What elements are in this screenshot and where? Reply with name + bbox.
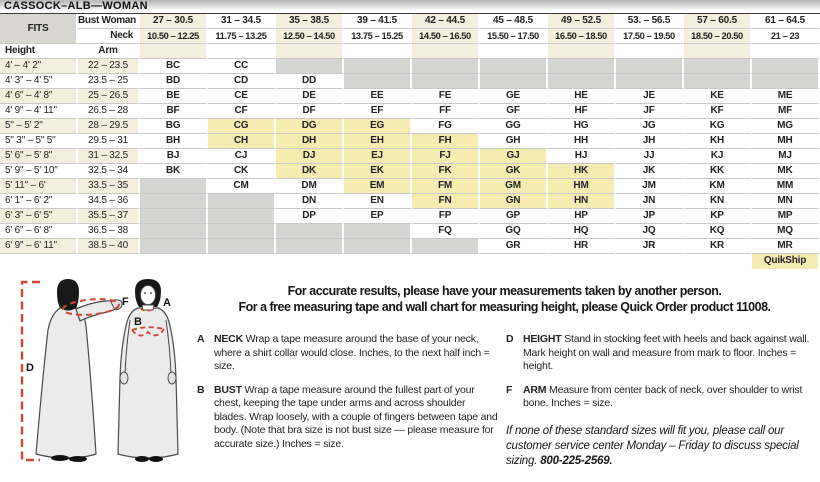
size-cell-BC: BC (140, 59, 208, 74)
definitions-right-column (506, 333, 818, 469)
special-sizing-text: If none of these standard sizes will fit you, please call our customer service center Monday – Friday to discuss special sizing. (506, 424, 799, 467)
fits-label: FITS (0, 14, 78, 44)
header-spacer-cell (344, 44, 412, 59)
size-cell-EK: EK (344, 164, 412, 179)
size-cell-FF: FF (412, 104, 480, 119)
quikship-badge: QuikShip (752, 254, 820, 269)
neck-range-header: 18.50 – 20.50 (684, 29, 752, 44)
definition-height (506, 333, 818, 374)
arm-range: 31 – 32.5 (78, 149, 140, 164)
empty-size-cell (276, 224, 344, 239)
size-cell-MP: MP (752, 209, 820, 224)
header-spacer-cell (616, 44, 684, 59)
quikship-row-spacer (0, 254, 78, 269)
empty-size-cell (344, 74, 412, 89)
size-cell-KR: KR (684, 239, 752, 254)
empty-size-cell (480, 59, 548, 74)
figure-front-view (118, 308, 178, 458)
size-cell-GP: GP (480, 209, 548, 224)
header-spacer-cell (412, 44, 480, 59)
quikship-row-spacer (344, 254, 412, 269)
empty-size-cell (344, 239, 412, 254)
empty-size-cell (276, 59, 344, 74)
height-measure-label: D (26, 362, 34, 374)
empty-size-cell (616, 74, 684, 89)
size-cell-CE: CE (208, 89, 276, 104)
empty-size-cell (684, 74, 752, 89)
intro-line-1: For accurate results, please have your measurements taken by another person. (287, 284, 722, 298)
size-cell-CG: CG (208, 119, 276, 134)
figure-back-view (36, 301, 116, 458)
size-cell-EM: EM (344, 179, 412, 194)
height-range: 5" 3" – 5" 5" (0, 134, 78, 149)
definition-text: Measure from center back of neck, over shoulder to wrist bone. Inches = size. (523, 383, 803, 409)
definition-body (214, 333, 499, 374)
size-cell-BH: BH (140, 134, 208, 149)
arm-range: 28 – 29.5 (78, 119, 140, 134)
foot (135, 456, 149, 462)
empty-size-cell (208, 224, 276, 239)
size-cell-MM: MM (752, 179, 820, 194)
height-range: 5' 9" – 5' 10" (0, 164, 78, 179)
definition-text: Wrap a tape measure around the fullest part of your chest, keeping the tape under arms and across shoulder blades. Wrap loosely, with a couple of fingers between tape and body. (Note that bra size is not bust size — please measure for accurate size.) Inches = size. (214, 383, 498, 450)
size-cell-DH: DH (276, 134, 344, 149)
definition-body (523, 384, 818, 411)
height-column-label: Height (0, 44, 78, 59)
size-cell-JM: JM (616, 179, 684, 194)
bust-woman-label: Bust Woman (78, 14, 140, 29)
definition-text: Stand in stocking feet with heels and back against wall. Mark height on wall and measure from mark to floor. Inches = height. (523, 333, 810, 372)
size-cell-GF: GF (480, 104, 548, 119)
definition-body (214, 384, 499, 452)
measurement-illustration (2, 278, 202, 482)
arm-range: 35.5 – 37 (78, 209, 140, 224)
size-cell-MN: MN (752, 194, 820, 209)
quikship-row-spacer (616, 254, 684, 269)
empty-size-cell (412, 239, 480, 254)
height-range: 4' 6" – 4' 8" (0, 89, 78, 104)
empty-size-cell (140, 209, 208, 224)
size-cell-JJ: JJ (616, 149, 684, 164)
measuring-instructions-intro (192, 283, 817, 315)
height-range: 5' 6" – 5' 8" (0, 149, 78, 164)
empty-size-cell (276, 239, 344, 254)
empty-size-cell (208, 194, 276, 209)
size-grid (0, 14, 820, 269)
neck-range-header: 21 – 23 (752, 29, 820, 44)
quikship-row-spacer (480, 254, 548, 269)
definition-letter: A (197, 333, 205, 345)
size-cell-GH: GH (480, 134, 548, 149)
header-spacer-cell (208, 44, 276, 59)
size-cell-BF: BF (140, 104, 208, 119)
chart-title: CASSOCK–ALB—WOMAN (0, 0, 820, 14)
hand (120, 372, 128, 384)
quikship-row-spacer (684, 254, 752, 269)
size-cell-HJ: HJ (548, 149, 616, 164)
quikship-row-spacer (208, 254, 276, 269)
size-cell-MH: MH (752, 134, 820, 149)
empty-size-cell (140, 224, 208, 239)
size-cell-MR: MR (752, 239, 820, 254)
size-cell-EJ: EJ (344, 149, 412, 164)
size-cell-KF: KF (684, 104, 752, 119)
size-cell-BJ: BJ (140, 149, 208, 164)
definition-term: ARM (523, 383, 547, 396)
quikship-row-spacer (78, 254, 140, 269)
empty-size-cell (684, 59, 752, 74)
size-cell-BD: BD (140, 74, 208, 89)
size-cell-FJ: FJ (412, 149, 480, 164)
size-cell-HG: HG (548, 119, 616, 134)
height-range: 4' 9" – 4' 11" (0, 104, 78, 119)
size-cell-DF: DF (276, 104, 344, 119)
size-cell-DP: DP (276, 209, 344, 224)
size-cell-JF: JF (616, 104, 684, 119)
size-cell-JK: JK (616, 164, 684, 179)
size-cell-KE: KE (684, 89, 752, 104)
special-sizing-note (506, 424, 818, 469)
empty-size-cell (208, 239, 276, 254)
definition-bust (197, 384, 499, 452)
empty-size-cell (140, 239, 208, 254)
neck-label: Neck (78, 29, 140, 44)
header-spacer-cell (140, 44, 208, 59)
size-cell-GK: GK (480, 164, 548, 179)
size-cell-FG: FG (412, 119, 480, 134)
bust-range-header: 35 – 38.5 (276, 14, 344, 29)
definitions-left-column (197, 333, 499, 461)
intro-line-2: For a free measuring tape and wall chart for measuring height, please Quick Order product 11008. (238, 300, 771, 314)
size-cell-GQ: GQ (480, 224, 548, 239)
arm-measure-label: F (122, 296, 129, 308)
foot (149, 456, 163, 462)
size-cell-CJ: CJ (208, 149, 276, 164)
empty-size-cell (412, 74, 480, 89)
foot (51, 455, 69, 461)
neck-range-header: 13.75 – 15.25 (344, 29, 412, 44)
bust-range-header: 45 – 48.5 (480, 14, 548, 29)
size-cell-HQ: HQ (548, 224, 616, 239)
size-cell-CH: CH (208, 134, 276, 149)
size-cell-KG: KG (684, 119, 752, 134)
arm-range: 29.5 – 31 (78, 134, 140, 149)
size-cell-DK: DK (276, 164, 344, 179)
eye (150, 292, 152, 294)
empty-size-cell (752, 74, 820, 89)
size-cell-HE: HE (548, 89, 616, 104)
neck-range-header: 16.50 – 18.50 (548, 29, 616, 44)
size-cell-EH: EH (344, 134, 412, 149)
size-cell-BE: BE (140, 89, 208, 104)
definition-neck (197, 333, 499, 374)
collar (142, 305, 154, 310)
arm-range: 36.5 – 38 (78, 224, 140, 239)
bust-range-header: 42 – 44.5 (412, 14, 480, 29)
height-range: 6' 3" – 6' 5" (0, 209, 78, 224)
bust-range-header: 27 – 30.5 (140, 14, 208, 29)
empty-size-cell (140, 179, 208, 194)
size-cell-KQ: KQ (684, 224, 752, 239)
size-cell-GR: GR (480, 239, 548, 254)
size-cell-EF: EF (344, 104, 412, 119)
definition-body (523, 333, 818, 374)
size-cell-KJ: KJ (684, 149, 752, 164)
size-cell-JN: JN (616, 194, 684, 209)
bust-range-header: 49 – 52.5 (548, 14, 616, 29)
size-cell-EP: EP (344, 209, 412, 224)
arm-range: 23.5 – 25 (78, 74, 140, 89)
definition-letter: B (197, 383, 205, 396)
customer-service-phone: 800-225-2569. (540, 454, 613, 467)
size-cell-GM: GM (480, 179, 548, 194)
size-cell-BK: BK (140, 164, 208, 179)
size-cell-DN: DN (276, 194, 344, 209)
size-cell-BG: BG (140, 119, 208, 134)
size-cell-HM: HM (548, 179, 616, 194)
header-spacer-cell (684, 44, 752, 59)
height-range: 4' 3" – 4' 5" (0, 74, 78, 89)
size-cell-CF: CF (208, 104, 276, 119)
empty-size-cell (548, 74, 616, 89)
neck-range-header: 10.50 – 12.25 (140, 29, 208, 44)
size-cell-EN: EN (344, 194, 412, 209)
size-cell-MF: MF (752, 104, 820, 119)
definition-text: Wrap a tape measure around the base of your neck, where a shirt collar would close. Inches, to the next half inch = size. (214, 333, 490, 372)
size-cell-DE: DE (276, 89, 344, 104)
size-cell-FN: FN (412, 194, 480, 209)
height-range: 6' 6" – 6' 8" (0, 224, 78, 239)
neck-range-header: 17.50 – 19.50 (616, 29, 684, 44)
size-cell-HN: HN (548, 194, 616, 209)
header-spacer-cell (548, 44, 616, 59)
definition-term: BUST (214, 383, 242, 396)
quikship-row-spacer (276, 254, 344, 269)
height-range: 5' 11" – 6' (0, 179, 78, 194)
size-cell-JG: JG (616, 119, 684, 134)
hand (168, 372, 176, 384)
quikship-row-spacer (548, 254, 616, 269)
size-cell-FP: FP (412, 209, 480, 224)
arm-column-label: Arm (78, 44, 140, 59)
header-spacer-cell (480, 44, 548, 59)
bust-measure-label: B (134, 316, 142, 328)
size-cell-CC: CC (208, 59, 276, 74)
bust-range-header: 57 – 60.5 (684, 14, 752, 29)
empty-size-cell (208, 209, 276, 224)
size-cell-FE: FE (412, 89, 480, 104)
size-cell-FK: FK (412, 164, 480, 179)
arm-range: 25 – 26.5 (78, 89, 140, 104)
size-cell-MK: MK (752, 164, 820, 179)
size-cell-HP: HP (548, 209, 616, 224)
neck-measure-label: A (163, 297, 171, 309)
size-cell-DJ: DJ (276, 149, 344, 164)
arm-range: 34.5 – 36 (78, 194, 140, 209)
empty-size-cell (480, 74, 548, 89)
foot (69, 456, 87, 462)
size-cell-GE: GE (480, 89, 548, 104)
size-cell-EE: EE (344, 89, 412, 104)
arm-range: 22 – 23.5 (78, 59, 140, 74)
neck-range-header: 12.50 – 14.50 (276, 29, 344, 44)
size-cell-JR: JR (616, 239, 684, 254)
size-cell-MG: MG (752, 119, 820, 134)
arm-range: 38.5 – 40 (78, 239, 140, 254)
size-cell-JH: JH (616, 134, 684, 149)
definition-term: NECK (214, 333, 243, 345)
size-cell-ME: ME (752, 89, 820, 104)
neck-range-header: 15.50 – 17.50 (480, 29, 548, 44)
neck-range-header: 11.75 – 13.25 (208, 29, 276, 44)
definition-term: HEIGHT (523, 333, 562, 345)
empty-size-cell (548, 59, 616, 74)
arm-range: 33.5 – 35 (78, 179, 140, 194)
size-cell-FM: FM (412, 179, 480, 194)
size-cell-CM: CM (208, 179, 276, 194)
size-cell-KP: KP (684, 209, 752, 224)
size-cell-FQ: FQ (412, 224, 480, 239)
empty-size-cell (616, 59, 684, 74)
neck-range-header: 14.50 – 16.50 (412, 29, 480, 44)
size-cell-EG: EG (344, 119, 412, 134)
bust-range-header: 31 – 34.5 (208, 14, 276, 29)
size-cell-CD: CD (208, 74, 276, 89)
size-cell-KN: KN (684, 194, 752, 209)
size-cell-JQ: JQ (616, 224, 684, 239)
size-cell-JP: JP (616, 209, 684, 224)
empty-size-cell (412, 59, 480, 74)
size-cell-KH: KH (684, 134, 752, 149)
face (141, 286, 156, 305)
empty-size-cell (752, 59, 820, 74)
height-range: 5" – 5' 2" (0, 119, 78, 134)
height-range: 6' 9" – 6' 11" (0, 239, 78, 254)
definition-letter: D (506, 333, 514, 345)
size-cell-HF: HF (548, 104, 616, 119)
size-cell-MQ: MQ (752, 224, 820, 239)
header-spacer-cell (276, 44, 344, 59)
size-cell-CK: CK (208, 164, 276, 179)
height-range: 6' 1" – 6' 2" (0, 194, 78, 209)
size-cell-DG: DG (276, 119, 344, 134)
empty-size-cell (140, 194, 208, 209)
size-cell-HH: HH (548, 134, 616, 149)
size-cell-MJ: MJ (752, 149, 820, 164)
bust-range-header: 39 – 41.5 (344, 14, 412, 29)
size-cell-JE: JE (616, 89, 684, 104)
arm-range: 32.5 – 34 (78, 164, 140, 179)
head-back (57, 279, 79, 311)
arm-range: 26.5 – 28 (78, 104, 140, 119)
size-cell-HR: HR (548, 239, 616, 254)
empty-size-cell (344, 224, 412, 239)
quikship-row-spacer (140, 254, 208, 269)
quikship-row-spacer (412, 254, 480, 269)
size-cell-GJ: GJ (480, 149, 548, 164)
size-cell-GG: GG (480, 119, 548, 134)
size-cell-FH: FH (412, 134, 480, 149)
empty-size-cell (344, 59, 412, 74)
size-cell-DM: DM (276, 179, 344, 194)
definition-letter: F (506, 383, 513, 396)
bust-range-header: 61 – 64.5 (752, 14, 820, 29)
height-range: 4' – 4' 2" (0, 59, 78, 74)
size-cell-GN: GN (480, 194, 548, 209)
size-cell-DD: DD (276, 74, 344, 89)
size-cell-KM: KM (684, 179, 752, 194)
eye (144, 292, 146, 294)
bust-range-header: 53. – 56.5 (616, 14, 684, 29)
header-spacer-cell (752, 44, 820, 59)
size-cell-KK: KK (684, 164, 752, 179)
definition-arm (506, 384, 818, 411)
size-cell-HK: HK (548, 164, 616, 179)
